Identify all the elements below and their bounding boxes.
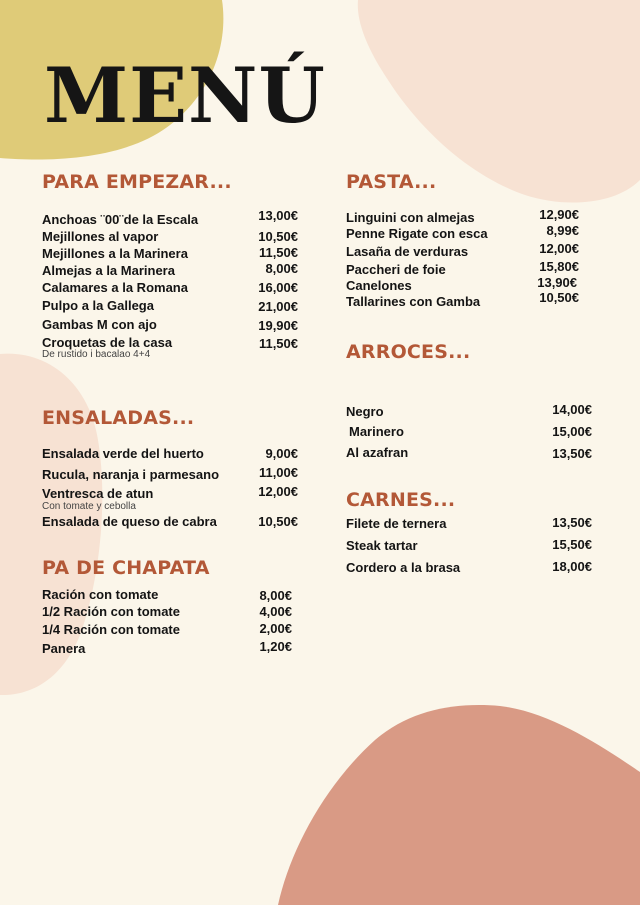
menu-item: Steak tartar <box>346 538 418 553</box>
menu-item: 1/2 Ración con tomate <box>42 604 180 619</box>
menu-item: Almejas a la Marinera <box>42 263 175 278</box>
section-title: PARA EMPEZAR... <box>42 171 232 193</box>
menu-item: Gambas M con ajo <box>42 317 157 332</box>
menu-item: Ensalada verde del huerto <box>42 446 204 461</box>
menu-item-price: 12,00€ <box>258 484 298 499</box>
menu-item: Paccheri de foie <box>346 262 446 277</box>
menu-item: Calamares a la Romana <box>42 280 188 295</box>
menu-item-note: Con tomate y cebolla <box>42 501 136 512</box>
menu-item-price: 8,00€ <box>265 261 298 276</box>
menu-item: Cordero a la brasa <box>346 560 461 575</box>
menu-item: Mejillones al vapor <box>42 229 159 244</box>
menu-item: Rucula, naranja i parmesano <box>42 467 220 482</box>
menu-item-price: 13,50€ <box>552 515 592 530</box>
menu-item-price: 9,00€ <box>265 446 298 461</box>
section-title: PASTA... <box>346 171 437 193</box>
menu-item-price: 18,00€ <box>552 559 592 574</box>
menu-item-price: 1,20€ <box>259 639 292 654</box>
menu-item: Filete de ternera <box>346 516 447 531</box>
menu-item-price: 21,00€ <box>258 299 298 314</box>
menu-item: Canelones <box>346 278 412 293</box>
menu-item: Croquetas de la casa <box>42 335 173 350</box>
section-title: PA DE CHAPATA <box>42 557 210 579</box>
menu-item-price: 2,00€ <box>259 621 292 636</box>
menu-item: Linguini con almejas <box>346 210 475 225</box>
menu-item-price: 8,00€ <box>259 588 292 603</box>
menu-item: Ración con tomate <box>42 587 159 602</box>
menu-item: Penne Rigate con esca <box>346 226 488 241</box>
menu-item: Anchoas ¨00¨de la Escala <box>42 212 199 227</box>
menu-item-price: 13,90€ <box>537 275 577 290</box>
menu-item-price: 12,00€ <box>539 241 579 256</box>
menu-item: Marinero <box>349 424 404 439</box>
menu-item: 1/4 Ración con tomate <box>42 622 180 637</box>
section-title: ENSALADAS... <box>42 407 195 429</box>
menu-item: Ensalada de queso de cabra <box>42 514 217 529</box>
menu-item-price: 13,00€ <box>258 208 298 223</box>
menu-item-price: 8,99€ <box>546 223 579 238</box>
menu-item: Mejillones a la Marinera <box>42 246 188 261</box>
menu-item-price: 12,90€ <box>539 207 579 222</box>
menu-item-price: 15,50€ <box>552 537 592 552</box>
menu-item-price: 4,00€ <box>259 604 292 619</box>
menu-item-price: 11,50€ <box>258 245 298 260</box>
menu-item-price: 14,00€ <box>552 402 592 417</box>
menu-item-price: 10,50€ <box>258 514 298 529</box>
menu-item: Tallarines con Gamba <box>346 294 481 309</box>
menu-title: MENÚ <box>44 51 326 140</box>
menu-item-price: 19,90€ <box>258 318 298 333</box>
menu-item: Al azafran <box>346 445 409 460</box>
menu-item-price: 15,00€ <box>552 424 592 439</box>
menu-item-price: 16,00€ <box>258 280 298 295</box>
menu-item: Panera <box>42 641 86 656</box>
section-title: ARROCES... <box>346 341 471 363</box>
menu-item: Negro <box>346 404 384 419</box>
menu-item: Ventresca de atun <box>42 486 154 501</box>
menu-item: Lasaña de verduras <box>346 244 469 259</box>
menu-item-note: De rustido i bacalao 4+4 <box>42 349 151 360</box>
menu-item-price: 10,50€ <box>258 229 298 244</box>
section-title: CARNES... <box>346 489 456 511</box>
menu-item-price: 13,50€ <box>552 446 592 461</box>
menu-item-price: 11,50€ <box>258 336 298 351</box>
menu-item: Pulpo a la Gallega <box>42 298 154 313</box>
menu-item-price: 11,00€ <box>258 465 298 480</box>
terracotta-blob <box>270 700 640 905</box>
menu-item-price: 15,80€ <box>539 259 579 274</box>
menu-item-price: 10,50€ <box>539 290 579 305</box>
